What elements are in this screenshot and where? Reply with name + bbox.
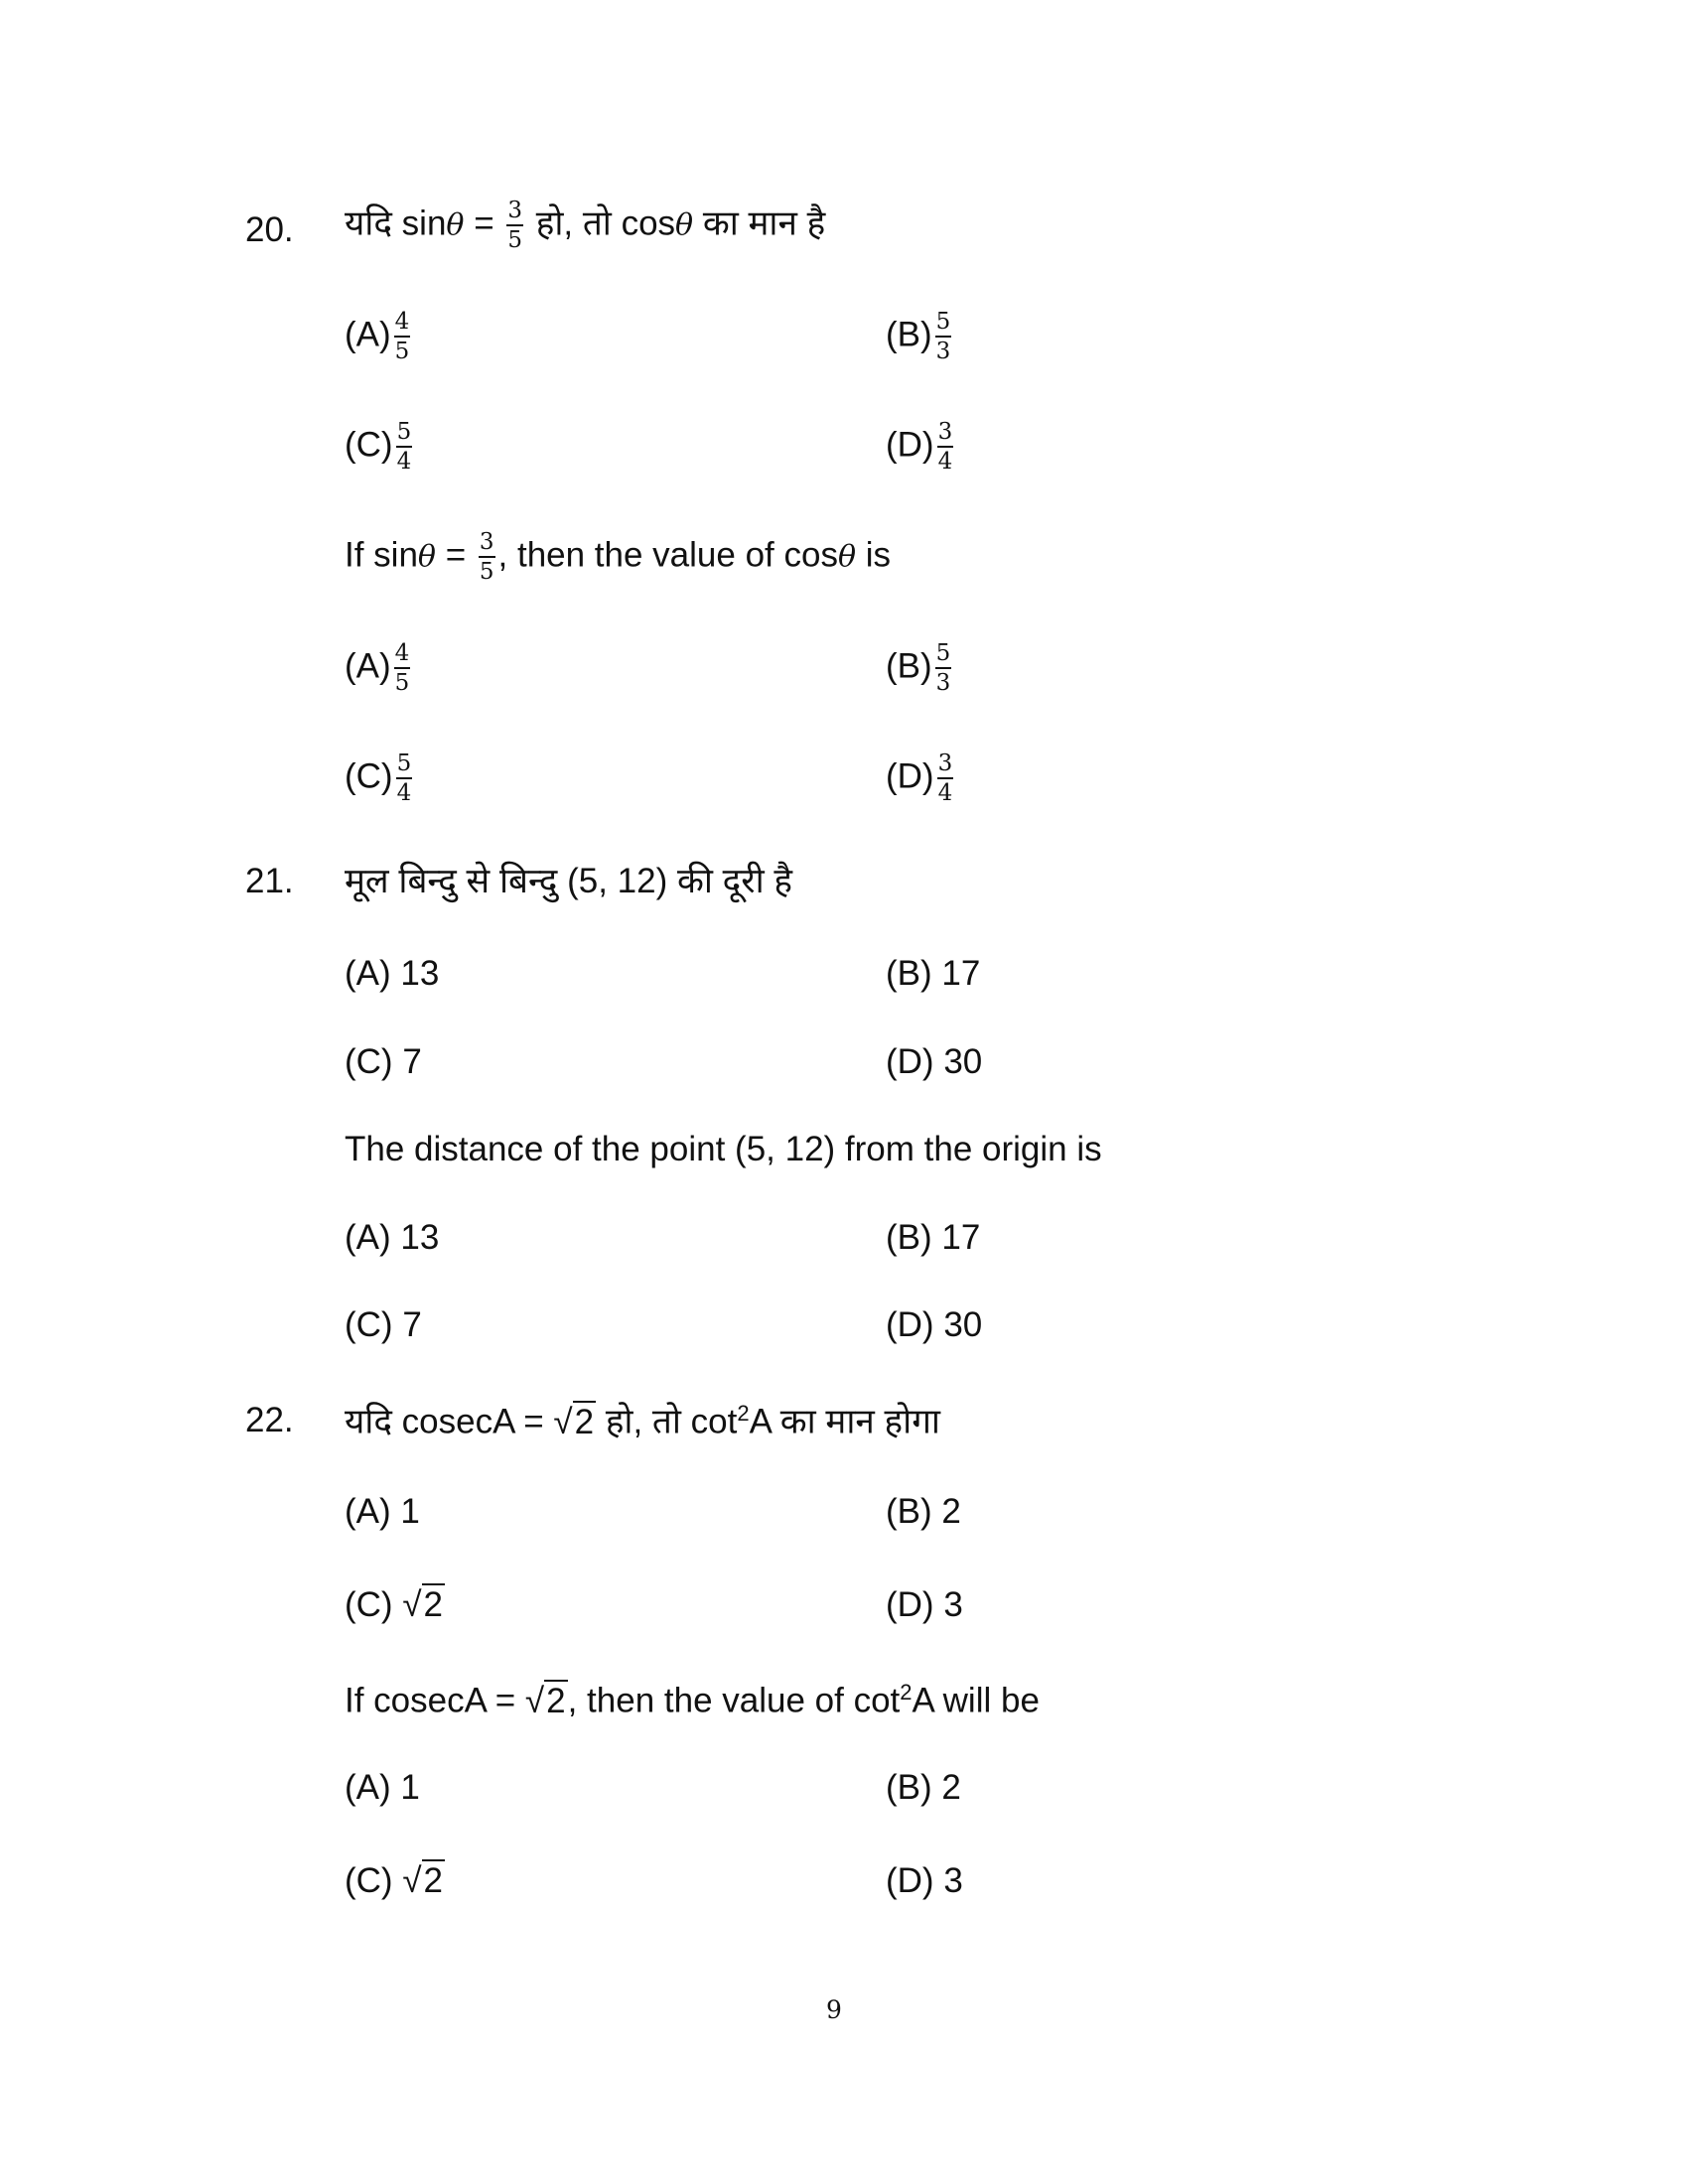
square-root: √2 [553, 1402, 595, 1441]
option-a: (A) 13 [345, 954, 440, 993]
option-d: (D) 30 [886, 1305, 983, 1344]
question-20-english: If sinθ = $\frac{3}{5}$ , then the value of cosθ is [345, 529, 892, 586]
option-d: (D) 30 [886, 1042, 983, 1081]
fraction: $\frac{3}{5}$ [507, 198, 523, 254]
question-21-hindi: मूल बिन्दु से बिन्दु (5, 12) की दूरी है [345, 862, 792, 900]
option-a: (A) 1 [345, 1492, 420, 1531]
option-a: (A) 13 [345, 1218, 440, 1257]
theta: θ [675, 207, 694, 243]
question-number: 20. [245, 210, 294, 249]
option-c: (C) $\frac{5}{4}$ [345, 419, 412, 476]
question-22-hindi: यदि cosecA = √2 हो, तो $\cot^2A$ का मान होगा [345, 1401, 940, 1441]
question-22-english: If cosecA = √2, then the value of $\cot^2A$ will be [345, 1680, 1040, 1720]
option-a: (A) $\frac{4}{5}$ [345, 640, 410, 697]
theta: θ [446, 207, 465, 243]
page-number: 9 [826, 1995, 842, 2024]
option-c: (C) √2 [345, 1861, 444, 1900]
text: का मान है [693, 204, 826, 243]
option-b: (B) 17 [886, 1218, 981, 1257]
option-c: (C) 7 [345, 1042, 422, 1081]
question-21-english: The distance of the point (5, 12) from the origin is [345, 1130, 1102, 1168]
option-c: (C) √2 [345, 1585, 444, 1624]
option-d: (D) 3 [886, 1585, 963, 1624]
option-a: (A) 1 [345, 1768, 420, 1807]
option-d: (D) $\frac{3}{4}$ [886, 751, 953, 807]
question-number: 22. [245, 1401, 294, 1439]
option-b: (B) $\frac{5}{3}$ [886, 640, 951, 697]
option-b: (B) $\frac{5}{3}$ [886, 309, 951, 365]
option-d: (D) 3 [886, 1861, 963, 1900]
question-number: 21. [245, 862, 294, 900]
option-a: (A) $\frac{4}{5}$ [345, 309, 410, 365]
option-b: (B) 2 [886, 1768, 961, 1807]
option-b: (B) 17 [886, 954, 981, 993]
option-d: (D) $\frac{3}{4}$ [886, 419, 953, 476]
question-20-hindi [345, 199, 825, 252]
option-b: (B) 2 [886, 1492, 961, 1531]
text: हो, तो cos [526, 204, 676, 243]
text: = [464, 204, 504, 243]
option-c: (C) 7 [345, 1305, 422, 1344]
option-c: (C) $\frac{5}{4}$ [345, 751, 412, 807]
text: यदि sin [345, 204, 447, 243]
